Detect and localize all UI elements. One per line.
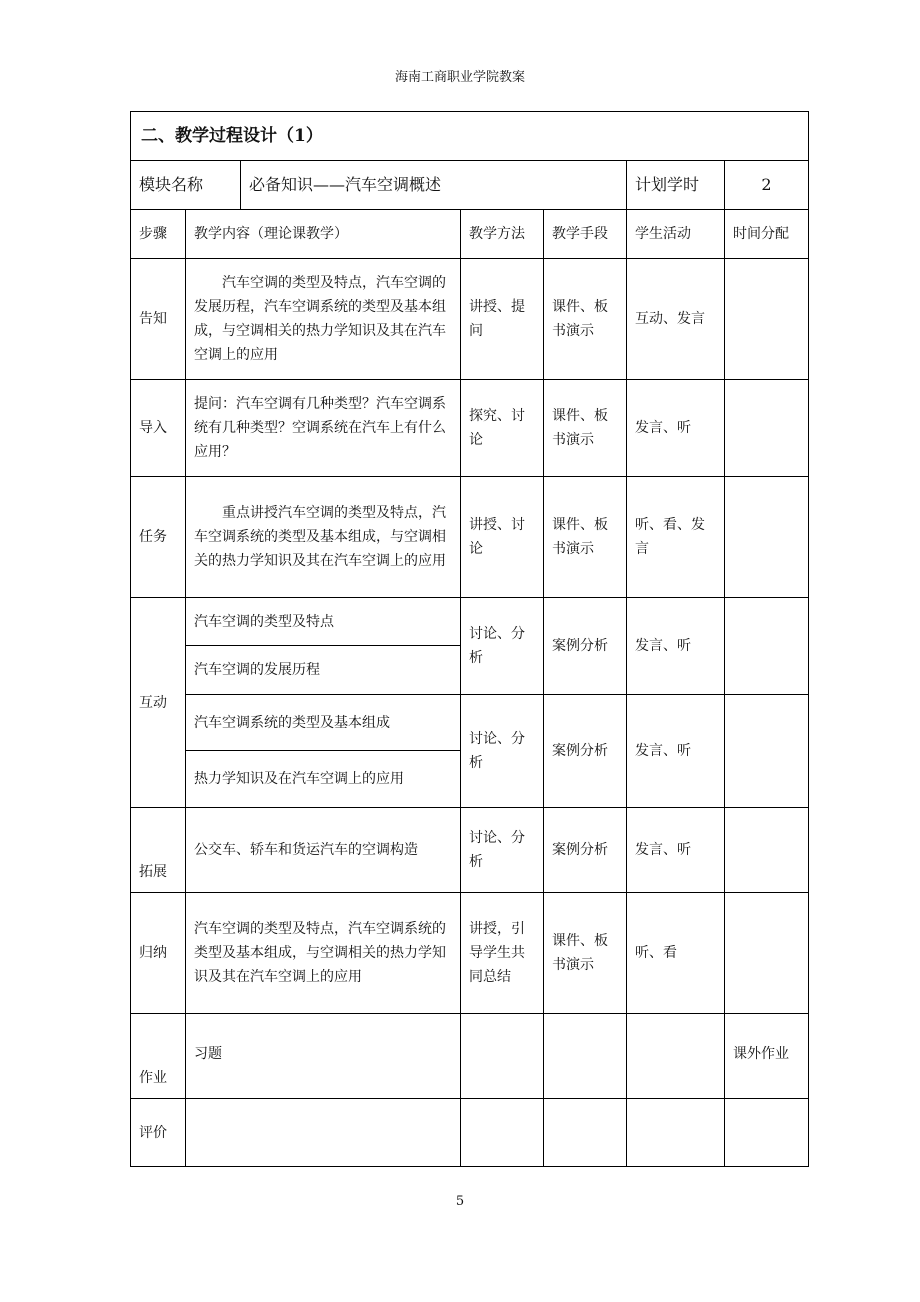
table-row	[131, 477, 809, 598]
method-cell	[461, 1099, 544, 1167]
activity-cell	[627, 1014, 725, 1099]
content-cell: 汽车空调的类型及特点，汽车空调的发展历程，汽车空调系统的类型及基本组成，与空调相关的热力学知识及其在汽车空调上的应用	[186, 259, 461, 380]
content-cell: 公交车、轿车和货运汽车的空调构造	[186, 808, 461, 893]
time-cell	[725, 695, 809, 808]
activity-cell: 听、看	[627, 893, 725, 1014]
means-cell: 案例分析	[544, 598, 627, 695]
table-row	[131, 695, 809, 751]
table-row	[131, 808, 809, 893]
means-cell: 案例分析	[544, 695, 627, 808]
col-header-content: 教学内容（理论课教学）	[186, 210, 461, 259]
content-cell: 汽车空调的类型及特点	[186, 598, 461, 646]
time-cell	[725, 380, 809, 477]
table-row	[131, 380, 809, 477]
step-label: 导入	[131, 380, 186, 477]
step-label: 互动	[131, 598, 186, 808]
means-cell: 课件、板书演示	[544, 477, 627, 598]
means-cell	[544, 1099, 627, 1167]
col-header-time: 时间分配	[725, 210, 809, 259]
activity-cell: 互动、发言	[627, 259, 725, 380]
page-header: 海南工商职业学院教案	[394, 70, 525, 85]
content-cell: 热力学知识及在汽车空调上的应用	[186, 751, 461, 808]
col-header-activity: 学生活动	[627, 210, 725, 259]
means-cell: 课件、板书演示	[544, 259, 627, 380]
time-cell	[725, 259, 809, 380]
table-row	[131, 1014, 809, 1099]
step-label: 归纳	[131, 893, 186, 1014]
activity-cell: 发言、听	[627, 695, 725, 808]
content-cell: 汽车空调的类型及特点，汽车空调系统的类型及基本组成，与空调相关的热力学知识及其在汽车空调上的应用	[186, 893, 461, 1014]
step-label: 拓展	[131, 808, 186, 893]
activity-cell: 发言、听	[627, 808, 725, 893]
method-cell	[461, 1014, 544, 1099]
module-name: 必备知识——汽车空调概述	[241, 161, 627, 210]
method-cell: 讨论、分析	[461, 695, 544, 808]
table-row	[131, 598, 809, 646]
section-title: 二、教学过程设计（1）	[131, 112, 809, 161]
method-cell: 讨论、分析	[461, 808, 544, 893]
step-label: 任务	[131, 477, 186, 598]
lesson-plan-table	[130, 111, 809, 1167]
content-cell: 提问：汽车空调有几种类型？汽车空调系统有几种类型？空调系统在汽车上有什么应用？	[186, 380, 461, 477]
content-cell: 汽车空调系统的类型及基本组成	[186, 695, 461, 751]
step-label: 作业	[131, 1014, 186, 1099]
content-cell: 习题	[186, 1014, 461, 1099]
time-cell: 课外作业	[725, 1014, 809, 1099]
module-label: 模块名称	[131, 161, 241, 210]
means-cell: 课件、板书演示	[544, 893, 627, 1014]
method-cell: 讲授、讨论	[461, 477, 544, 598]
method-cell: 探究、讨论	[461, 380, 544, 477]
col-header-means: 教学手段	[544, 210, 627, 259]
means-cell	[544, 1014, 627, 1099]
method-cell: 讲授、提问	[461, 259, 544, 380]
method-cell: 讲授，引导学生共同总结	[461, 893, 544, 1014]
method-cell: 讨论、分析	[461, 598, 544, 695]
table-row	[131, 1099, 809, 1167]
time-cell	[725, 598, 809, 695]
activity-cell: 发言、听	[627, 598, 725, 695]
page-number: 5	[455, 1194, 465, 1209]
content-cell	[186, 1099, 461, 1167]
time-cell	[725, 893, 809, 1014]
hours-value: 2	[725, 161, 809, 210]
col-header-step: 步骤	[131, 210, 186, 259]
time-cell	[725, 477, 809, 598]
means-cell: 案例分析	[544, 808, 627, 893]
activity-cell: 发言、听	[627, 380, 725, 477]
step-label: 评价	[131, 1099, 186, 1167]
col-header-method: 教学方法	[461, 210, 544, 259]
time-cell	[725, 808, 809, 893]
table-row	[131, 893, 809, 1014]
time-cell	[725, 1099, 809, 1167]
content-cell: 重点讲授汽车空调的类型及特点，汽车空调系统的类型及基本组成，与空调相关的热力学知识及其在汽车空调上的应用	[186, 477, 461, 598]
table-row	[131, 259, 809, 380]
step-label: 告知	[131, 259, 186, 380]
means-cell: 课件、板书演示	[544, 380, 627, 477]
content-cell: 汽车空调的发展历程	[186, 646, 461, 695]
hours-label: 计划学时	[627, 161, 725, 210]
activity-cell: 听、看、发言	[627, 477, 725, 598]
activity-cell	[627, 1099, 725, 1167]
